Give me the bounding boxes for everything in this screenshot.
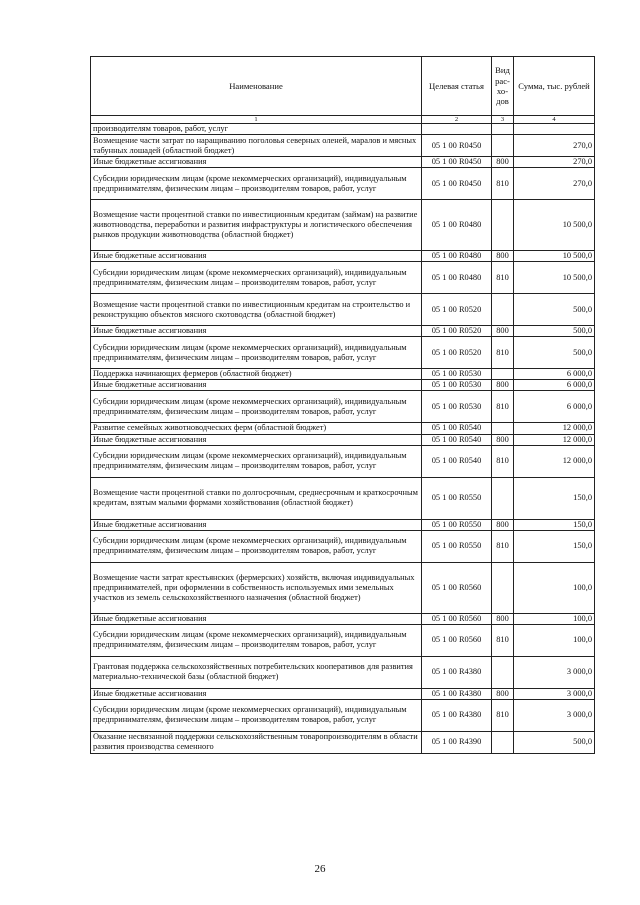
row-sum: 6 000,0	[514, 391, 595, 423]
row-code: 05 1 00 R0530	[422, 369, 492, 380]
row-type: 810	[492, 337, 514, 369]
row-code: 05 1 00 R0540	[422, 434, 492, 445]
table-row	[91, 326, 595, 337]
table-row	[91, 530, 595, 562]
budget-table	[90, 56, 595, 754]
row-name: Развитие семейных животноводческих ферм (областной бюджет)	[91, 423, 422, 434]
row-name: Иные бюджетные ассигнования	[91, 613, 422, 624]
row-sum: 6 000,0	[514, 369, 595, 380]
row-sum: 12 000,0	[514, 423, 595, 434]
row-type	[492, 477, 514, 519]
row-code: 05 1 00 R0520	[422, 294, 492, 326]
row-code: 05 1 00 R0480	[422, 251, 492, 262]
row-name: Иные бюджетные ассигнования	[91, 326, 422, 337]
row-name: Возмещение части процентной ставки по долгосрочным, среднесрочным и краткосрочным кредитам, взятым малыми формами хозяйствования (областной бюджет)	[91, 477, 422, 519]
column-number: 3	[492, 116, 514, 124]
row-type: 800	[492, 380, 514, 391]
row-code: 05 1 00 R4380	[422, 688, 492, 699]
row-sum: 270,0	[514, 157, 595, 168]
row-type: 810	[492, 445, 514, 477]
row-code: 05 1 00 R0450	[422, 135, 492, 157]
row-name: Иные бюджетные ассигнования	[91, 380, 422, 391]
row-code: 05 1 00 R0550	[422, 530, 492, 562]
row-code: 05 1 00 R0560	[422, 624, 492, 656]
header-type: Вид рас- хо- дов	[492, 57, 514, 116]
table-row	[91, 124, 595, 135]
row-name: Субсидии юридическим лицам (кроме некоммерческих организаций), индивидуальным предпринимателям, физическим лицам – производителям товаров, работ, услуг	[91, 262, 422, 294]
row-sum: 150,0	[514, 477, 595, 519]
table-header-row	[91, 57, 595, 116]
row-type: 800	[492, 519, 514, 530]
row-code: 05 1 00 R4380	[422, 656, 492, 688]
row-code	[422, 124, 492, 135]
row-sum: 10 500,0	[514, 262, 595, 294]
header-name: Наименование	[91, 57, 422, 116]
row-sum: 12 000,0	[514, 434, 595, 445]
row-type	[492, 731, 514, 753]
row-sum: 6 000,0	[514, 380, 595, 391]
row-type: 810	[492, 699, 514, 731]
column-number: 1	[91, 116, 422, 124]
row-type	[492, 294, 514, 326]
row-type: 800	[492, 326, 514, 337]
table-row	[91, 434, 595, 445]
column-number: 4	[514, 116, 595, 124]
row-name: Возмещение части затрат крестьянских (фермерских) хозяйств, включая индивидуальных предпринимателей, при оформлении в собственность используемых ими земельных участков из земель сельскохозяйственного назначения (областной бюджет)	[91, 562, 422, 613]
column-number: 2	[422, 116, 492, 124]
header-sum: Сумма, тыс. рублей	[514, 57, 595, 116]
row-sum: 150,0	[514, 519, 595, 530]
row-type: 800	[492, 157, 514, 168]
row-type	[492, 369, 514, 380]
row-name: Субсидии юридическим лицам (кроме некоммерческих организаций), индивидуальным предпринимателям, физическим лицам – производителям товаров, работ, услуг	[91, 168, 422, 200]
table-row	[91, 337, 595, 369]
table-row	[91, 294, 595, 326]
table-row	[91, 688, 595, 699]
row-name: Субсидии юридическим лицам (кроме некоммерческих организаций), индивидуальным предпринимателям, физическим лицам – производителям товаров, работ, услуг	[91, 337, 422, 369]
row-code: 05 1 00 R0560	[422, 562, 492, 613]
row-type	[492, 423, 514, 434]
row-name: Оказание несвязанной поддержки сельскохозяйственным товаропроизводителям в области развития производства семенного	[91, 731, 422, 753]
row-type	[492, 124, 514, 135]
row-code: 05 1 00 R0450	[422, 168, 492, 200]
row-code: 05 1 00 R4380	[422, 699, 492, 731]
table-row	[91, 656, 595, 688]
table-row	[91, 624, 595, 656]
row-type: 810	[492, 530, 514, 562]
table-row	[91, 262, 595, 294]
row-type: 800	[492, 251, 514, 262]
row-name: Иные бюджетные ассигнования	[91, 251, 422, 262]
row-name: Возмещение части процентной ставки по инвестиционным кредитам (займам) на развитие животноводства, переработки и развития инфраструктуры и логистического обеспечения рынков продукции животноводства (областной бюджет)	[91, 200, 422, 251]
row-type	[492, 200, 514, 251]
row-code: 05 1 00 R0560	[422, 613, 492, 624]
row-code: 05 1 00 R0520	[422, 337, 492, 369]
table-row	[91, 423, 595, 434]
row-sum: 100,0	[514, 562, 595, 613]
row-name: Возмещение части процентной ставки по инвестиционным кредитам на строительство и реконструкцию объектов мясного скотоводства (областной бюджет)	[91, 294, 422, 326]
row-name: Поддержка начинающих фермеров (областной бюджет)	[91, 369, 422, 380]
row-name: Субсидии юридическим лицам (кроме некоммерческих организаций), индивидуальным предпринимателям, физическим лицам – производителям товаров, работ, услуг	[91, 699, 422, 731]
table-row	[91, 391, 595, 423]
column-number-row	[91, 116, 595, 124]
row-type: 810	[492, 624, 514, 656]
table-row	[91, 157, 595, 168]
row-sum: 10 500,0	[514, 251, 595, 262]
row-code: 05 1 00 R0530	[422, 380, 492, 391]
row-name: Грантовая поддержка сельскохозяйственных потребительских кооперативов для развития материально-технической базы (областной бюджет)	[91, 656, 422, 688]
row-sum: 3 000,0	[514, 699, 595, 731]
row-name: Иные бюджетные ассигнования	[91, 688, 422, 699]
row-code: 05 1 00 R0550	[422, 477, 492, 519]
row-sum: 270,0	[514, 135, 595, 157]
header-code: Целевая статья	[422, 57, 492, 116]
row-code: 05 1 00 R4390	[422, 731, 492, 753]
table-row	[91, 519, 595, 530]
table-row	[91, 369, 595, 380]
row-sum: 12 000,0	[514, 445, 595, 477]
row-type: 810	[492, 262, 514, 294]
row-sum: 100,0	[514, 624, 595, 656]
row-sum: 270,0	[514, 168, 595, 200]
table-row	[91, 168, 595, 200]
row-name: Иные бюджетные ассигнования	[91, 519, 422, 530]
table-row	[91, 731, 595, 753]
table-row	[91, 135, 595, 157]
page-number: 26	[314, 863, 326, 875]
row-code: 05 1 00 R0540	[422, 445, 492, 477]
row-name: Возмещение части затрат по наращиванию поголовья северных оленей, маралов и мясных табунных лошадей (областной бюджет)	[91, 135, 422, 157]
row-code: 05 1 00 R0530	[422, 391, 492, 423]
row-code: 05 1 00 R0550	[422, 519, 492, 530]
row-type	[492, 135, 514, 157]
row-sum: 500,0	[514, 731, 595, 753]
row-code: 05 1 00 R0540	[422, 423, 492, 434]
table-row	[91, 445, 595, 477]
row-name: Субсидии юридическим лицам (кроме некоммерческих организаций), индивидуальным предпринимателям, физическим лицам – производителям товаров, работ, услуг	[91, 445, 422, 477]
row-name: Субсидии юридическим лицам (кроме некоммерческих организаций), индивидуальным предпринимателям, физическим лицам – производителям товаров, работ, услуг	[91, 391, 422, 423]
row-code: 05 1 00 R0480	[422, 200, 492, 251]
row-type: 800	[492, 613, 514, 624]
row-type: 800	[492, 434, 514, 445]
row-type: 810	[492, 391, 514, 423]
row-sum: 500,0	[514, 294, 595, 326]
row-name: Субсидии юридическим лицам (кроме некоммерческих организаций), индивидуальным предпринимателям, физическим лицам – производителям товаров, работ, услуг	[91, 530, 422, 562]
table-row	[91, 200, 595, 251]
row-sum: 10 500,0	[514, 200, 595, 251]
row-type: 800	[492, 688, 514, 699]
row-type	[492, 656, 514, 688]
row-sum: 500,0	[514, 337, 595, 369]
row-type: 810	[492, 168, 514, 200]
row-type	[492, 562, 514, 613]
row-sum: 3 000,0	[514, 656, 595, 688]
row-name: производителям товаров, работ, услуг	[91, 124, 422, 135]
table-row	[91, 380, 595, 391]
row-sum: 3 000,0	[514, 688, 595, 699]
table-row	[91, 699, 595, 731]
row-name: Иные бюджетные ассигнования	[91, 434, 422, 445]
table-row	[91, 562, 595, 613]
row-name: Иные бюджетные ассигнования	[91, 157, 422, 168]
row-code: 05 1 00 R0520	[422, 326, 492, 337]
row-sum: 100,0	[514, 613, 595, 624]
table-row	[91, 477, 595, 519]
row-code: 05 1 00 R0450	[422, 157, 492, 168]
table-row	[91, 251, 595, 262]
row-name: Субсидии юридическим лицам (кроме некоммерческих организаций), индивидуальным предпринимателям, физическим лицам – производителям товаров, работ, услуг	[91, 624, 422, 656]
table-row	[91, 613, 595, 624]
row-code: 05 1 00 R0480	[422, 262, 492, 294]
row-sum: 150,0	[514, 530, 595, 562]
row-sum: 500,0	[514, 326, 595, 337]
row-sum	[514, 124, 595, 135]
